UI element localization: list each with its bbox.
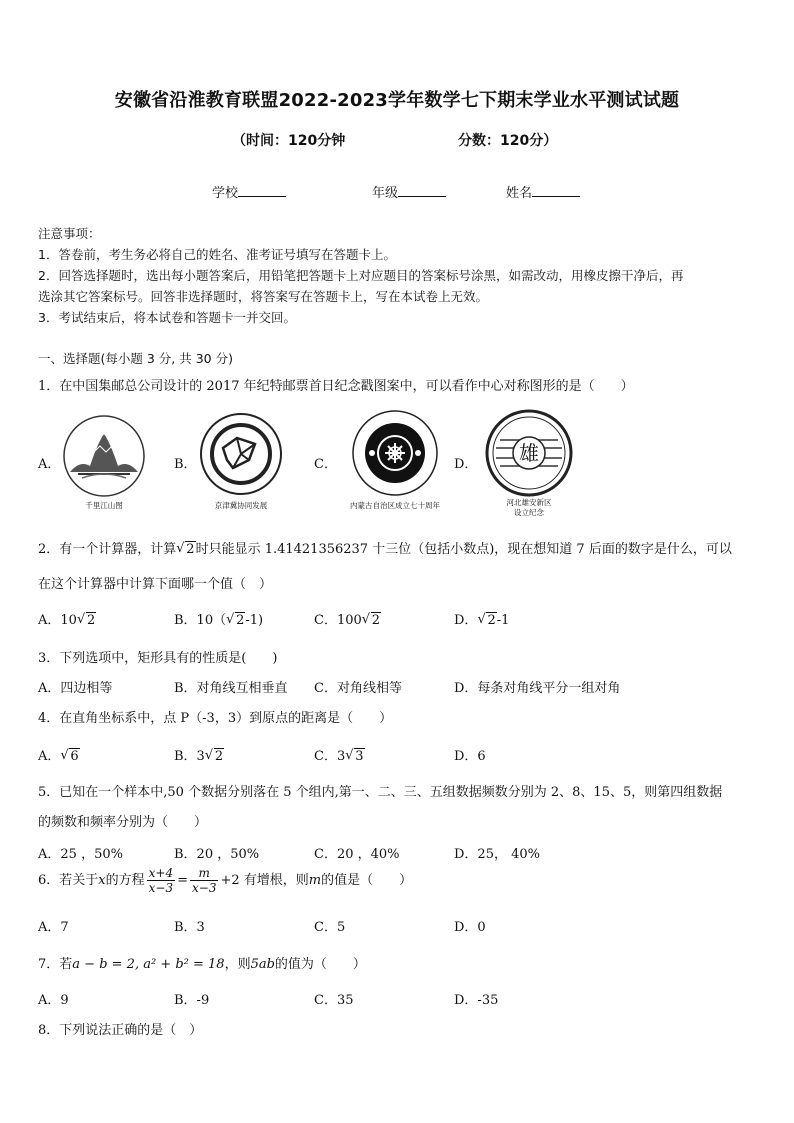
- q4-option-c: [314, 745, 365, 764]
- grade-field: [372, 182, 446, 201]
- q6-text-1: 6．若关于: [38, 873, 99, 888]
- q2-a-radicand: 2: [86, 613, 96, 628]
- sqrt-symbol: [77, 613, 96, 628]
- q6-numerator-2: m: [190, 866, 218, 881]
- q2-option-b: [174, 609, 263, 628]
- q6-equals: =: [177, 873, 189, 888]
- q7-option-a: A．9: [38, 993, 69, 1008]
- stamp-d-caption-2: 设立纪念: [514, 508, 544, 517]
- q6-text-4: 的值是（ ）: [321, 873, 413, 888]
- q4-option-b: [174, 745, 224, 764]
- q4-c-radicand: 3: [355, 749, 364, 764]
- q5-option-c: C．20 ，40%: [314, 847, 400, 862]
- q6-denominator-1: x−3: [148, 881, 174, 895]
- q2-text-2: 时只能显示 1.41421356237 十三位（包括小数点)，现在想知道 7 后面的数字是什么，可以: [195, 542, 732, 557]
- q2-option-a: [38, 609, 96, 628]
- q3-option-c: C．对角线相等: [314, 681, 402, 696]
- q6-var-x: x: [98, 873, 106, 888]
- q4-option-a-text: A．: [38, 749, 61, 764]
- stamp-c-caption: 内蒙古自治区成立七十周年: [350, 501, 440, 510]
- q2-c-radicand: 2: [371, 613, 381, 628]
- q7-expression: a − b = 2, a² + b² = 18: [72, 957, 225, 972]
- q1-option-c-label: C．: [314, 457, 337, 472]
- q2-option-b-tail: -1): [245, 613, 264, 628]
- q4-a-radicand: 6: [70, 749, 79, 764]
- q6-var-m: m: [308, 873, 322, 888]
- q7-text-2: ，则: [224, 957, 251, 972]
- q4-option-a: [38, 745, 80, 764]
- q7-text-3: 的值为（ ）: [274, 957, 366, 972]
- name-blank: [532, 184, 580, 197]
- q3-option-b: B．对角线互相垂直: [174, 681, 288, 696]
- q6-stem: [38, 866, 412, 895]
- q7-option-b: B．-9: [174, 993, 210, 1008]
- q7-stem: [38, 953, 366, 972]
- q6-option-b: B．3: [174, 920, 205, 935]
- q6-text-2: 的方程: [105, 873, 145, 888]
- q2-option-d-text: D．: [454, 613, 478, 628]
- q4-option-d: D．6: [454, 749, 486, 764]
- school-field: [212, 182, 286, 201]
- exam-time: （时间：120分钟: [232, 133, 346, 149]
- school-blank: [238, 184, 286, 197]
- sqrt-symbol: [226, 613, 245, 628]
- stamp-a-image: [60, 412, 148, 504]
- q7-option-d: D．-35: [454, 993, 499, 1008]
- name-field: [506, 182, 580, 201]
- stamp-a-caption: 千里江山图: [85, 501, 123, 510]
- q2-radicand: 2: [186, 542, 195, 557]
- q6-fraction-2: [190, 866, 218, 895]
- q6-option-d: D．0: [454, 920, 486, 935]
- stamp-c-image: [350, 408, 440, 502]
- q2-option-a-text: A．10: [38, 613, 77, 628]
- q2-option-c: [314, 609, 381, 628]
- q5-option-d: D．25， 40%: [454, 847, 540, 862]
- q6-fraction-1: [147, 866, 175, 895]
- q5-line-1: 5．已知在一个样本中,50 个数据分别落在 5 个组内,第一、二、三、五组数据频数分别为 2、8、15、5，则第四组数据: [38, 785, 723, 800]
- sqrt-symbol: [345, 749, 364, 764]
- stamp-b-image: [197, 410, 285, 502]
- q3-option-a: A．四边相等: [38, 681, 113, 696]
- q2-text-1: 2．有一个计算器，计算: [38, 542, 177, 557]
- name-label: 姓名: [506, 186, 533, 201]
- note-2b: 选涂其它答案标号。回答非选择题时，将答案写在答题卡上，写在本试卷上无效。: [38, 289, 489, 304]
- q2-option-d: [454, 609, 509, 628]
- q6-denominator-2: x−3: [192, 881, 217, 895]
- grade-blank: [398, 184, 446, 197]
- note-3: 3．考试结束后，将本试卷和答题卡一并交回。: [38, 310, 296, 325]
- q6-text-3: +2 有增根，则: [220, 873, 309, 888]
- q4-option-c-text: C．3: [314, 749, 346, 764]
- q4-b-radicand: 2: [214, 749, 224, 764]
- school-label: 学校: [212, 186, 239, 201]
- q5-option-a: A．25 ，50%: [38, 847, 123, 862]
- q7-option-c: C．35: [314, 993, 354, 1008]
- q1-option-a-label: A．: [38, 457, 61, 472]
- sqrt-symbol: [176, 542, 195, 557]
- q6-numerator-1: x+4: [148, 866, 174, 880]
- q7-expression-2: 5ab: [250, 957, 275, 972]
- sqrt-symbol: [477, 613, 496, 628]
- q2-line-1: [38, 538, 732, 557]
- q3-stem: 3．下列选项中，矩形具有的性质是( ): [38, 651, 278, 666]
- sqrt-symbol: [205, 749, 224, 764]
- q4-stem: 4．在直角坐标系中，点 P（-3，3）到原点的距离是（ ）: [38, 711, 393, 726]
- q1-option-d-label: D．: [454, 457, 478, 472]
- q4-option-b-text: B．3: [174, 749, 205, 764]
- q2-line-2: 在这个计算器中计算下面哪一个值（ ）: [38, 577, 273, 592]
- q6-option-c: C．5: [314, 920, 346, 935]
- stamp-b-caption: 京津冀协同发展: [214, 501, 268, 510]
- page-title: 安徽省沿淮教育联盟2022-2023学年数学七下期末学业水平测试试题: [114, 90, 680, 111]
- grade-label: 年级: [372, 186, 399, 201]
- q5-line-2: 的频数和频率分别为（ ）: [38, 815, 208, 830]
- q1-stem: 1．在中国集邮总公司设计的 2017 年纪特邮票首日纪念戳图案中，可以看作中心对称图形的是（ ）: [38, 379, 634, 394]
- stamp-d-char: 雄: [519, 441, 539, 465]
- q2-b-radicand: 2: [236, 613, 245, 628]
- q6-option-a: A．7: [38, 920, 69, 935]
- q2-option-c-text: C．100: [314, 613, 362, 628]
- q8-stem: 8．下列说法正确的是（ ）: [38, 1023, 203, 1038]
- q2-d-radicand: 2: [487, 613, 496, 628]
- note-1: 1．答卷前，考生务必将自己的姓名、准考证号填写在答题卡上。: [38, 247, 396, 262]
- q5-option-b: B．20 ，50%: [174, 847, 260, 862]
- sqrt-symbol: [362, 613, 381, 628]
- sqrt-symbol: [60, 749, 79, 764]
- q2-option-d-tail: -1: [496, 613, 510, 628]
- stamp-d-caption: 河北雄安新区: [506, 498, 552, 507]
- exam-score: 分数：120分）: [458, 133, 558, 149]
- section-heading: 一、选择题(每小题 3 分, 共 30 分): [38, 351, 233, 366]
- q7-text-1: 7．若: [38, 957, 73, 972]
- notes-heading: 注意事项：: [38, 226, 101, 241]
- q1-option-b-label: B．: [174, 457, 197, 472]
- stamp-d-image: [484, 408, 574, 502]
- q3-option-d: D．每条对角线平分一组对角: [454, 681, 621, 696]
- q2-option-b-text: B．10（: [174, 613, 227, 628]
- note-2a: 2．回答选择题时，选出每小题答案后，用铅笔把答题卡上对应题目的答案标号涂黑，如需改动，用橡皮擦干净后，再: [38, 268, 684, 283]
